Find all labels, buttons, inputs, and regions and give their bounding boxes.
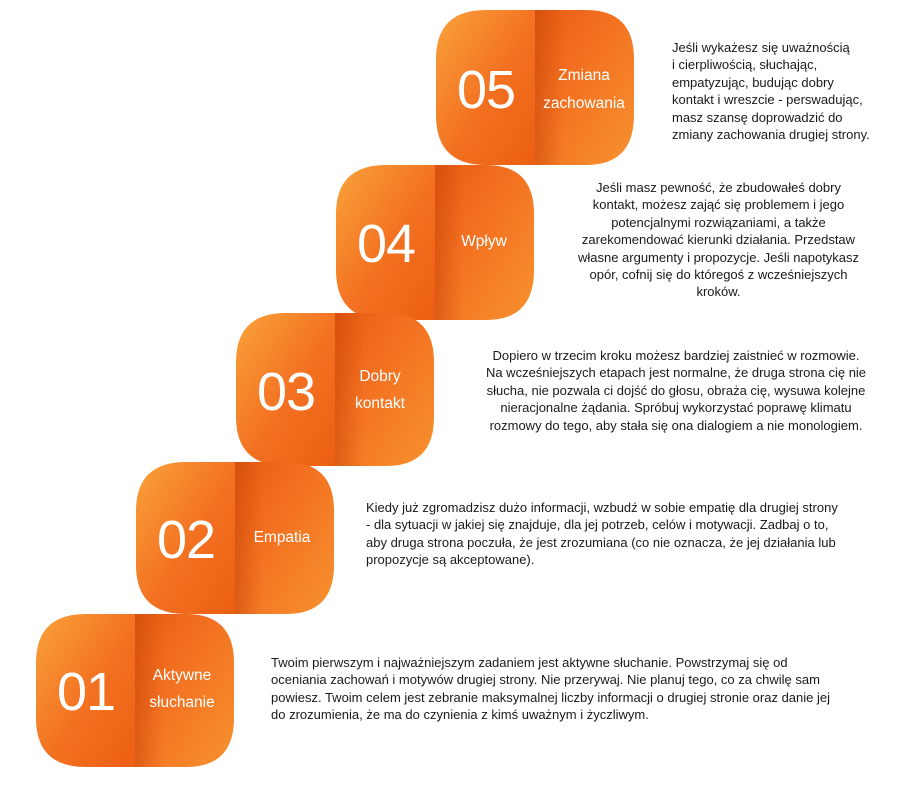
step-04-title-line-1: Wpływ [461,233,507,250]
step-05-title-line-2: zachowania [543,95,625,112]
step-02-title-line-1: Empatia [253,529,311,546]
step-05-number: 05 [456,60,516,120]
step-02 [136,462,334,614]
step-04-number: 04 [356,214,416,274]
step-01-title-line-1: Aktywne [152,667,212,684]
step-02-description: Kiedy już zgromadzisz dużo informacji, wzbudź w sobie empatię dla drugiej strony - dla sytuacji w jakiej się znajduje, dla jej potrzeb, celów i motywacji. Zadbaj o to, aby druga strona poczuła, że jest zrozumiana (co nie oznacza, że jej działania lub propozycje są akceptowane). [366,500,838,568]
step-01-fold-shadow [135,614,163,767]
step-04-fold-shadow [435,165,463,320]
step-03-fold-shadow [335,313,363,466]
step-01-title-line-2: słuchanie [149,694,215,711]
step-02-number: 02 [156,510,216,570]
step-01-description: Twoim pierwszym i najważniejszym zadaniem jest aktywne słuchanie. Powstrzymaj się od oceniania zachowań i motywów drugiej strony. Nie przerywaj. Nie planuj tego, co za chwilę sam powiesz. Twoim celem jest zebranie maksymalnej liczby informacji o drugiej stronie oraz danie jej do zrozumienia, że ma do czynienia z kimś uważnym i życzliwym. [271,655,830,723]
step-01 [36,614,234,767]
step-03-title-line-1: Dobry [359,368,401,385]
step-04 [336,165,534,320]
step-03-description: Dopiero w trzecim kroku możesz bardziej zaistnieć w rozmowie. Na wcześniejszych etapach jest normalne, że druga strona cię nie słucha, nie pozwala ci dojść do głosu, obraża cię, wysuwa kolejne nieracjonalne żądania. Spróbuj wykorzystać poprawę klimatu rozmowy do tego, aby stała się ona dialogiem a nie monologiem. [485,348,867,433]
step-01-number: 01 [56,662,116,722]
step-05-fold-shadow [535,10,563,165]
step-05-description: Jeśli wykażesz się uważnością i cierpliwością, słuchając, empatyzując, budując dobry kontakt i wreszcie - perswadując, masz szansę doprowadzić do zmiany zachowania drugiej strony. [672,40,870,143]
step-03-title-line-2: kontakt [355,395,405,412]
step-04-description: Jeśli masz pewność, że zbudowałeś dobry kontakt, możesz zająć się problemem i jego potencjalnymi rozwiązaniami, a także zarekomendować kierunki działania. Przedstaw własne argumenty i propozycje. Jeśli napotykasz opór, cofnij się do któregoś z wcześniejszych kroków. [577,180,860,300]
step-03-number: 03 [256,362,316,422]
step-03 [236,313,434,466]
step-05 [436,10,634,165]
step-05-title-line-1: Zmiana [558,67,610,84]
